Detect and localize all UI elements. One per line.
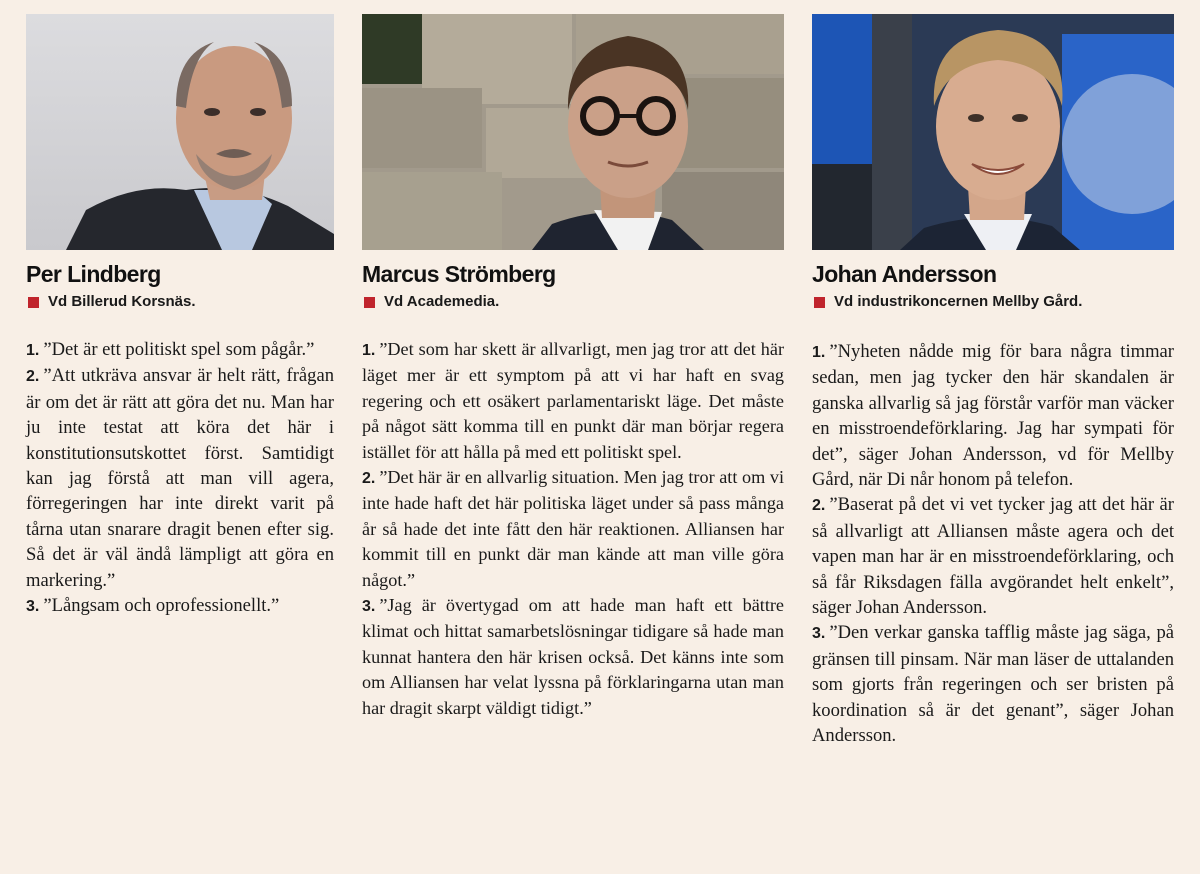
portrait-photo-johan-andersson — [812, 14, 1174, 250]
answers — [812, 339, 1174, 749]
answer-number: 1. — [812, 344, 826, 361]
profile-johan-andersson — [812, 14, 1174, 749]
answers — [26, 337, 334, 619]
answer-text: ”Långsam och oprofessionellt.” — [43, 595, 280, 617]
profile-marcus-stromberg — [362, 14, 784, 721]
person-name: Marcus Strömberg — [362, 261, 556, 287]
portrait-photo-per-lindberg — [26, 14, 334, 250]
answers — [362, 337, 784, 721]
answer-text: ”Nyheten nådde mig för bara några timmar sedan, men jag tycker den här skandalen är ganska allvarlig så jag förstår varför man väcker en misstroendeförklaring. Jag har sympati för det”, säger Johan Andersson, vd för Mellby Gård, när Di når honom på telefon. — [812, 341, 1174, 491]
person-role — [362, 291, 784, 313]
answer-number: 3. — [26, 598, 40, 616]
answer-number: 2. — [812, 497, 826, 515]
answer-2 — [26, 363, 334, 593]
profile-per-lindberg — [26, 14, 334, 619]
person-role-label: Vd industrikoncernen Mellby Gård. — [834, 293, 1083, 310]
answer-3 — [26, 593, 334, 619]
answer-number: 3. — [812, 625, 826, 643]
person-name: Per Lindberg — [26, 261, 161, 287]
red-square-bullet-icon — [814, 297, 825, 308]
answer-1 — [362, 337, 784, 465]
red-square-bullet-icon — [28, 297, 39, 308]
answer-number: 2. — [26, 368, 40, 386]
portrait-photo-marcus-stromberg — [362, 14, 784, 250]
red-square-bullet-icon — [364, 297, 375, 308]
person-role — [812, 291, 1174, 313]
person-name: Johan Andersson — [812, 261, 997, 287]
answer-number: 3. — [362, 598, 376, 616]
answer-3 — [362, 593, 784, 721]
answer-number: 1. — [362, 342, 376, 359]
answer-text: ”Det som har skett är allvarligt, men jag tror att det här läget mer är ett symptom på att vi har haft en svag regering och ett osäkert parlamentariskt läge. Det måste på något sätt komma till en punkt där man börjar regera istället för att hålla på med ett politiskt spel. — [362, 339, 784, 462]
answer-text: ”Jag är övertygad om att hade man haft ett bättre klimat och hittat samarbetslösningar tidigare så hade man kunnat hantera den här krisen också. Det känns inte som om Alliansen har velat lyssna på förklaringarna utan man har dragit skarpt väldigt tidigt.” — [362, 595, 784, 718]
answer-number: 1. — [26, 342, 40, 359]
answer-text: ”Det här är en allvarlig situation. Men jag tror att om vi inte hade haft det här politiska läget under så pass många år så hade det inte fått den här reaktionen. Alliansen har kommit till en punkt där man kände att man ville göra något.” — [362, 467, 784, 590]
answer-1 — [812, 339, 1174, 492]
answer-number: 2. — [362, 470, 376, 488]
answer-text: ”Baserat på det vi vet tycker jag att det här är så allvarligt att Alliansen måste agera och det vapen man har är en misstroendeförklaring, och så får Riksdagen fälla avgörandet helt enkelt”, säger Johan Andersson. — [812, 494, 1174, 619]
person-role — [26, 291, 334, 313]
answer-text: ”Att utkräva ansvar är helt rätt, frågan är om det är rätt att göra det nu. Man har ju inte testat att köra det här i konstitutionsutskottet först. Samtidigt kan jag förstå att man vill agera, förregeringen har inte direkt varit på tårna utan snarare dragit benen efter sig. Så det är väl ändå lämpligt att göra en markering.” — [26, 365, 334, 591]
answer-1 — [26, 337, 334, 363]
answer-text: ”Den verkar ganska tafflig måste jag säga, på gränsen till pinsam. När man läser de uttalanden som gjorts från regeringen och ser bristen på koordination så är det genant”, säger Johan Andersson. — [812, 622, 1174, 747]
person-role-label: Vd Billerud Korsnäs. — [48, 293, 196, 310]
answer-2 — [812, 492, 1174, 620]
answer-text: ”Det är ett politiskt spel som pågår.” — [43, 339, 315, 360]
person-role-label: Vd Academedia. — [384, 293, 500, 310]
answer-2 — [362, 465, 784, 593]
answer-3 — [812, 620, 1174, 748]
